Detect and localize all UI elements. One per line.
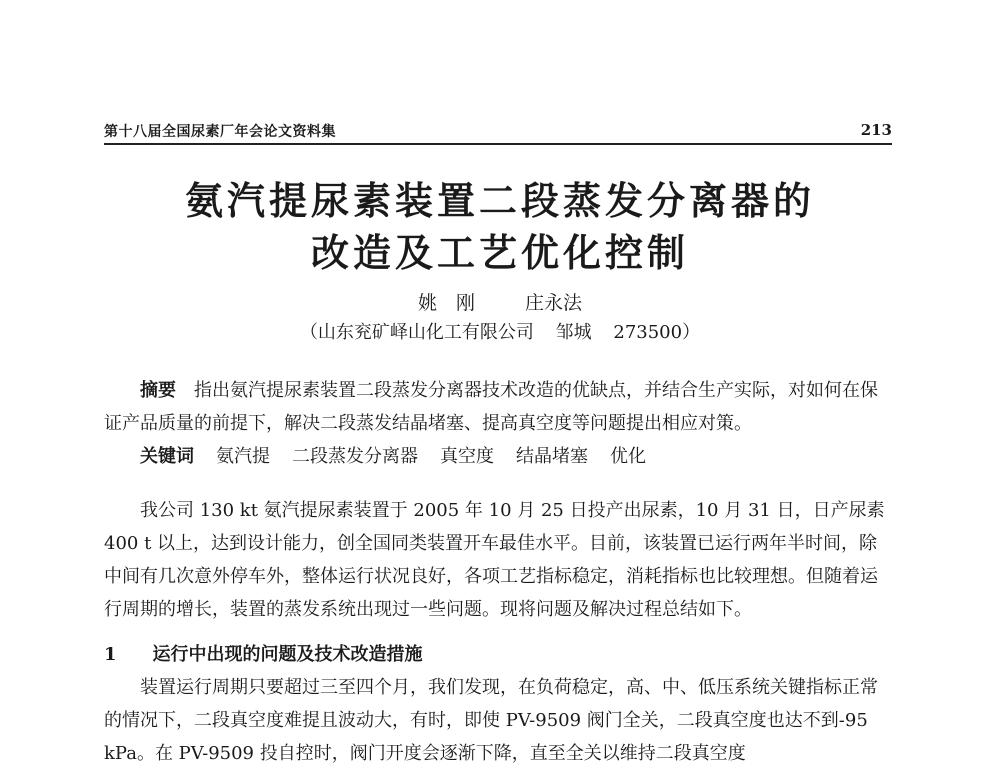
affiliation-postcode: 273500） bbox=[613, 322, 701, 343]
author-1: 姚 刚 bbox=[417, 292, 475, 314]
journal-title: 第十八届全国尿素厂年会论文资料集 bbox=[104, 124, 336, 140]
keyword-3: 真空度 bbox=[440, 446, 494, 467]
body-paragraph-1: 我公司 130 kt 氨汽提尿素装置于 2005 年 10 月 25 日投产出尿素，10 月 31 日，日产尿素 400 t 以上，达到设计能力，创全国同类装置开车最佳水平。目前，该装置已运行两年半时间，除中间有几次意外停车外，整体运行状况良好，各项工艺指标稳定，消耗指标也比较理想。但随着运行周期的增长，装置的蒸发系统出现过一些问题。现将问题及解决过程总结如下。 bbox=[104, 500, 885, 620]
author-2: 庄永法 bbox=[525, 292, 583, 314]
abstract-label: 摘要 bbox=[140, 380, 176, 401]
authors bbox=[0, 288, 1000, 315]
abstract-text: 指出氨汽提尿素装置二段蒸发分离器技术改造的优缺点，并结合生产实际，对如何在保证产品质量的前提下，解决二段蒸发结晶堵塞、提高真空度等问题提出相应对策。 bbox=[104, 380, 878, 434]
paper-title-line-1: 氨汽提尿素装置二段蒸发分离器的 bbox=[184, 178, 815, 223]
section-heading bbox=[104, 638, 894, 671]
keywords bbox=[104, 440, 894, 473]
page-number: 213 bbox=[860, 121, 892, 139]
keyword-4: 结晶堵塞 bbox=[516, 446, 588, 467]
running-header bbox=[104, 121, 892, 145]
keyword-5: 优化 bbox=[610, 446, 646, 467]
affiliation-company: （山东兖矿峄山化工有限公司 bbox=[299, 322, 534, 343]
abstract bbox=[104, 374, 894, 440]
affiliation bbox=[0, 318, 1000, 344]
section-title: 运行中出现的问题及技术改造措施 bbox=[152, 644, 423, 665]
section-number: 1 bbox=[104, 644, 117, 665]
body-paragraph-2: 装置运行周期只要超过三至四个月，我们发现，在负荷稳定，高、中、低压系统关键指标正常的情况下，二段真空度难提且波动大，有时，即使 PV-9509 阀门全关，二段真空度也达不到-95 kPa。在 PV-9509 投自控时，阀门开度会逐渐下降，直至全关以维持二段真空度 bbox=[104, 677, 878, 764]
paper-title-line-2: 改造及工艺优化控制 bbox=[310, 230, 689, 275]
keywords-label: 关键词 bbox=[140, 446, 194, 467]
keyword-1: 氨汽提 bbox=[216, 446, 270, 467]
keyword-2: 二段蒸发分离器 bbox=[292, 446, 418, 467]
affiliation-city: 邹城 bbox=[555, 322, 592, 343]
